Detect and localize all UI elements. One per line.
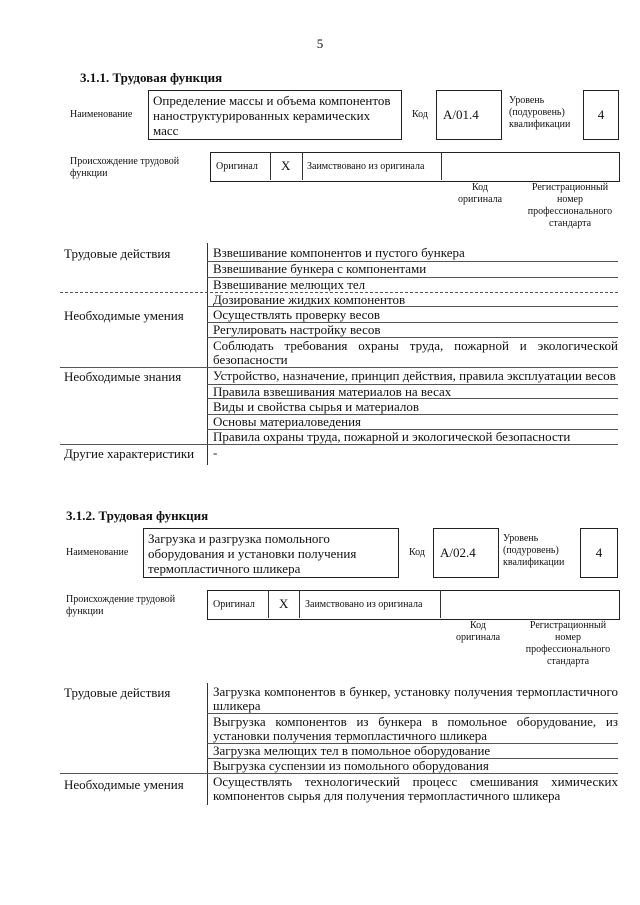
list-item: - (213, 445, 218, 460)
reg-number-label: Регистрационный номер профессионального стандарта (525, 620, 611, 667)
list-item: Взвешивание бункера с компонентами (213, 261, 427, 276)
borrowed-label: Заимствовано из оригинала (307, 161, 425, 172)
row-label: Трудовые действия (64, 246, 171, 261)
original-label: Оригинал (213, 599, 255, 610)
original-label: Оригинал (216, 161, 258, 172)
list-item: Регулировать настройку весов (213, 322, 381, 337)
list-item: Взвешивание компонентов и пустого бункера (213, 245, 465, 260)
name-label: Наименование (66, 547, 129, 558)
section-title: 3.1.1. Трудовая функция (80, 70, 223, 85)
row-label: Необходимые умения (64, 308, 184, 323)
code-box (436, 90, 502, 140)
list-item: Загрузка компонентов в бункер, установку получения термопластичного шликера (213, 684, 618, 713)
code-value: A/01.4 (443, 107, 479, 122)
borrowed-label: Заимствовано из оригинала (305, 599, 423, 610)
page-number: 5 (316, 36, 324, 51)
list-item: Осуществлять технологический процесс смешивания химических компонентов сырья для получения термопластичного шликера (213, 774, 618, 803)
reg-number-label: Регистрационный номер профессионального стандарта (527, 182, 613, 229)
row-label: Трудовые действия (64, 685, 171, 700)
original-mark: X (281, 158, 291, 173)
level-box (580, 528, 618, 578)
function-name-box (143, 528, 399, 578)
list-item: Соблюдать требования охраны труда, пожарной и экологической безопасности (213, 338, 618, 367)
origin-label: Происхождение трудовой функции (66, 594, 176, 617)
list-item: Правила охраны труда, пожарной и экологической безопасности (213, 429, 571, 444)
list-item: Осуществлять проверку весов (213, 307, 381, 322)
list-item: Загрузка мелющих тел в помольное оборудование (213, 743, 491, 758)
rows-divider (207, 683, 208, 805)
list-item: Выгрузка суспензии из помольного оборудования (213, 758, 489, 773)
code-box (433, 528, 499, 578)
level-value: 4 (597, 107, 605, 122)
list-item: Взвешивание мелющих тел (213, 277, 366, 292)
level-box (583, 90, 619, 140)
code-label: Код (409, 547, 425, 558)
level-value: 4 (595, 545, 603, 560)
row-label: Необходимые умения (64, 777, 184, 792)
origin-code-label: Код оригинала (457, 182, 503, 205)
origin-label: Происхождение трудовой функции (70, 156, 180, 179)
list-item: Дозирование жидких компонентов (213, 292, 406, 307)
list-item: Основы материаловедения (213, 414, 362, 429)
list-item: Выгрузка компонентов из бункера в помольное оборудование, из установки получения термопластичного шликера (213, 714, 618, 743)
function-name: Загрузка и разгрузка помольного оборудования и установки получения термопластичного шликера (148, 531, 357, 576)
code-value: A/02.4 (440, 545, 476, 560)
level-label: Уровень (подуровень) квалификации (503, 533, 565, 568)
origin-code-label: Код оригинала (455, 620, 501, 643)
code-label: Код (412, 109, 428, 120)
section-title: 3.1.2. Трудовая функция (66, 508, 209, 523)
list-item: Правила взвешивания материалов на весах (213, 384, 452, 399)
list-item: Виды и свойства сырья и материалов (213, 399, 420, 414)
row-label: Другие характеристики (64, 446, 195, 461)
list-item: Устройство, назначение, принцип действия, правила эксплуатации весов (213, 368, 616, 383)
function-name: Определение массы и объема компонентов наноструктурированных керамических масс (153, 93, 391, 138)
original-mark: X (279, 596, 289, 611)
row-label: Необходимые знания (64, 369, 182, 384)
function-name-box (148, 90, 402, 140)
name-label: Наименование (70, 109, 133, 120)
level-label: Уровень (подуровень) квалификации (509, 95, 571, 130)
